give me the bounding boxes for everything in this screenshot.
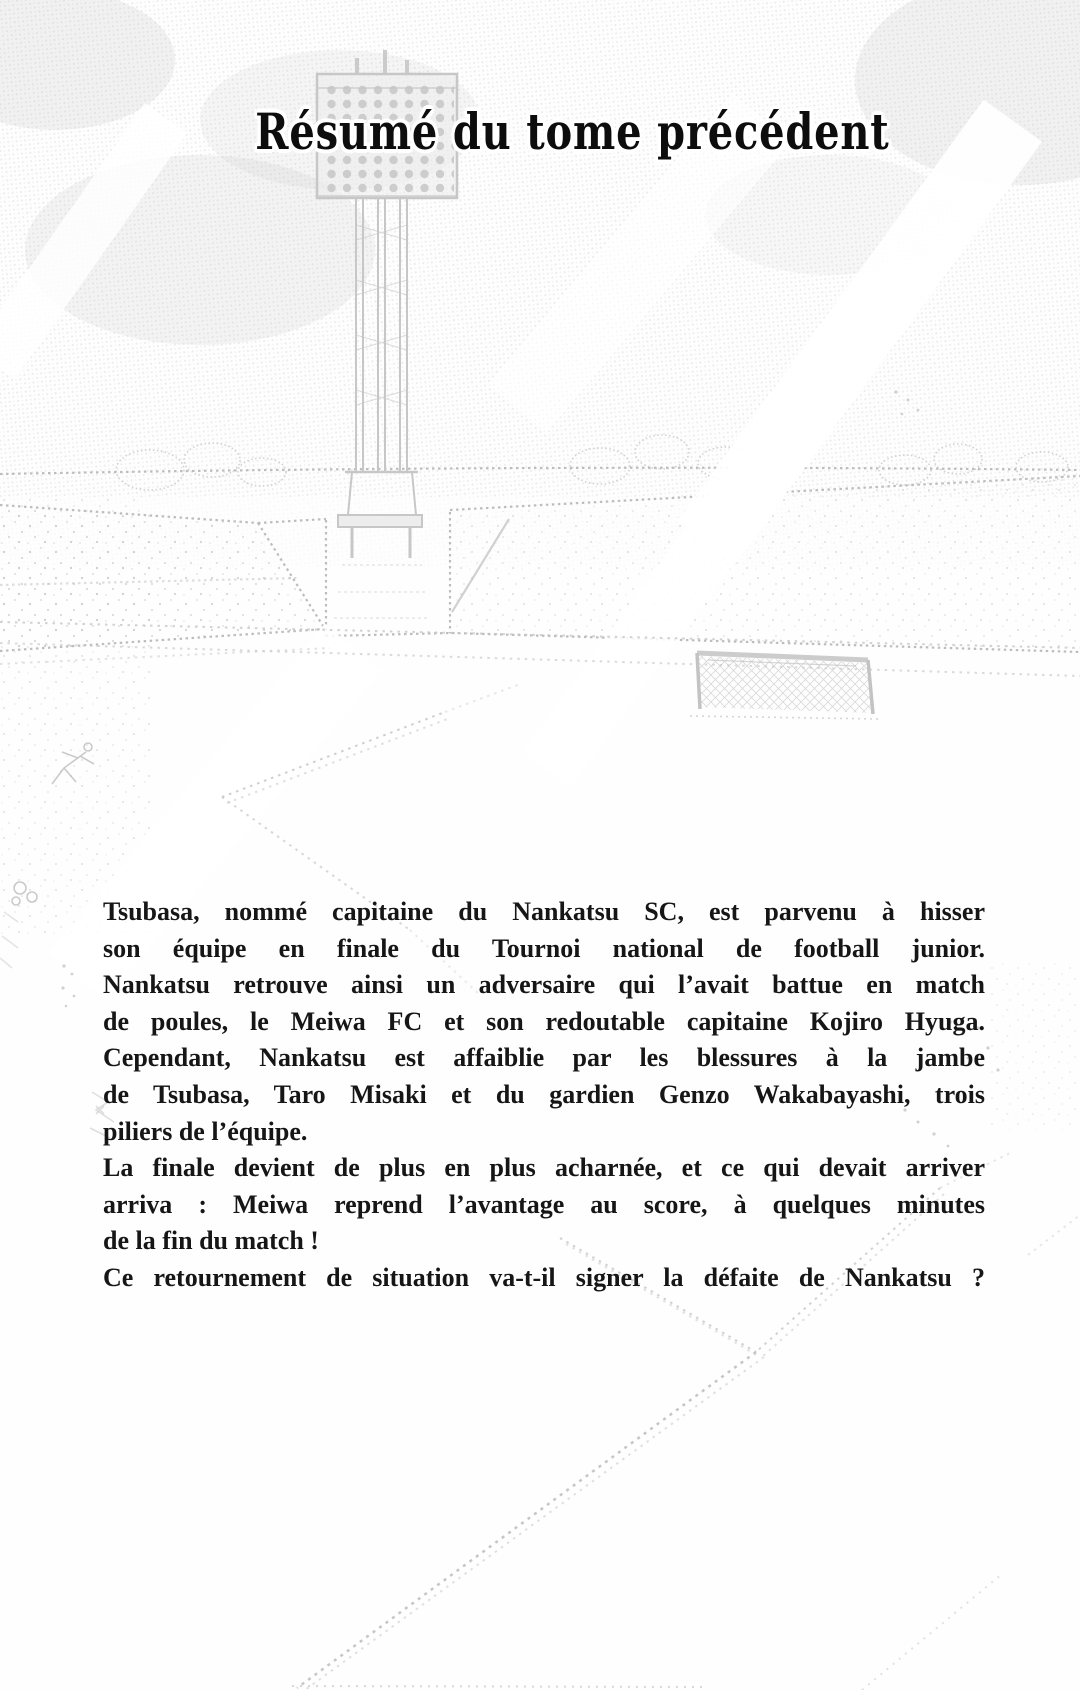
- summary-line: arriva : Meiwa reprend l’avantage au score, à quelques minutes: [103, 1189, 985, 1219]
- page-title-text: Résumé du tome précédent: [254, 102, 890, 161]
- page-title: [60, 102, 1080, 161]
- summary-line: Nankatsu retrouve ainsi un adversaire qui l’avait battue en match: [103, 970, 985, 1000]
- summary-line: piliers de l’équipe.: [103, 1116, 308, 1146]
- summary-line: de Tsubasa, Taro Misaki et du gardien Genzo Wakabayashi, trois: [103, 1079, 985, 1109]
- summary-line: Ce retournement de situation va-t-il signer la défaite de Nankatsu ?: [103, 1262, 985, 1292]
- soccer-goal: [690, 653, 880, 719]
- summary-text: [103, 894, 985, 1297]
- summary-line: La finale devient de plus en plus acharnée, et ce qui devait arriver: [103, 1153, 985, 1183]
- summary-line: de poules, le Meiwa FC et son redoutable capitaine Kojiro Hyuga.: [103, 1006, 985, 1036]
- summary-line: Cependant, Nankatsu est affaiblie par les blessures à la jambe: [103, 1043, 985, 1073]
- summary-line: son équipe en finale du Tournoi national de football junior.: [103, 933, 985, 963]
- summary-line: Tsubasa, nommé capitaine du Nankatsu SC, est parvenu à hisser: [103, 897, 985, 926]
- summary-line: de la fin du match !: [103, 1226, 319, 1256]
